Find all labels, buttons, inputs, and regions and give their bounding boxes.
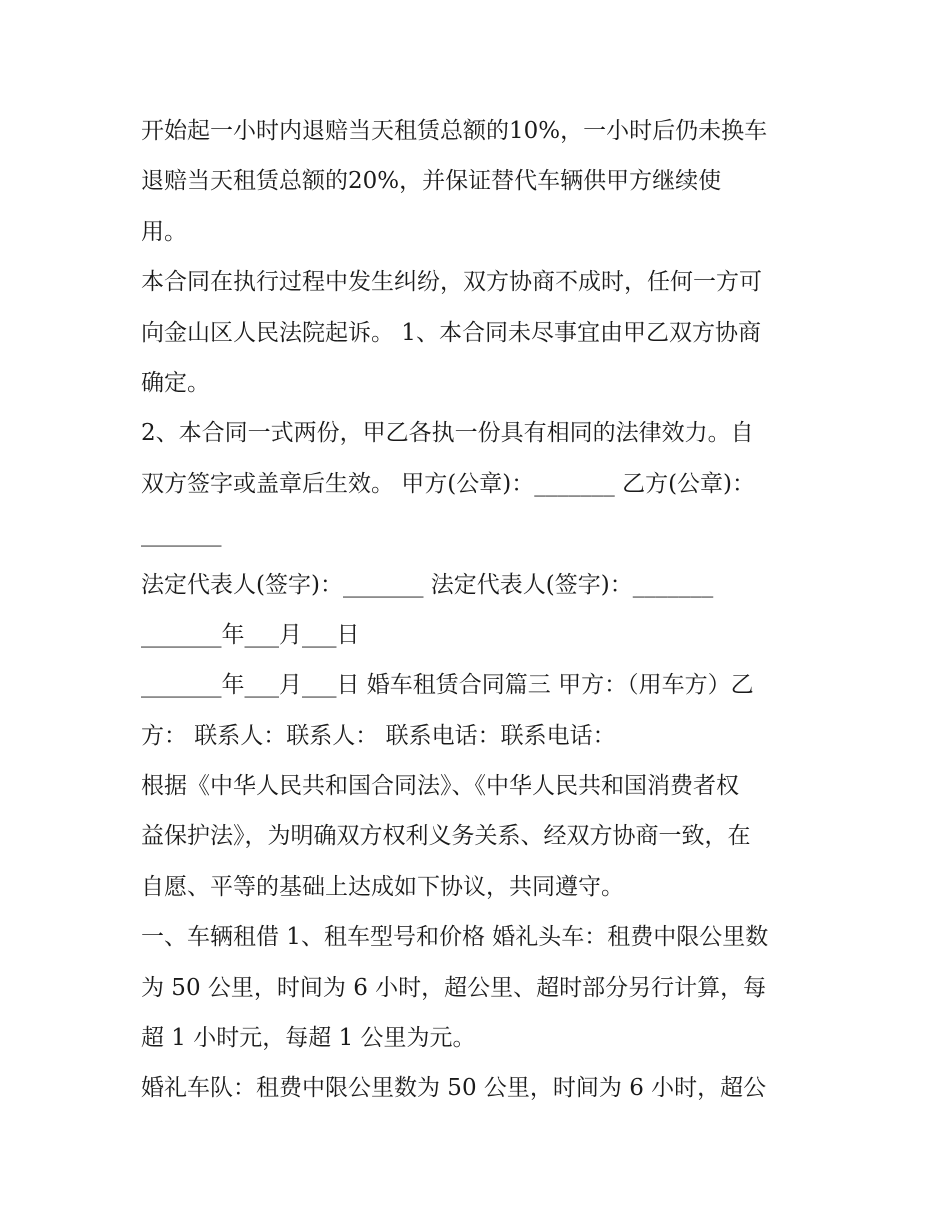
text-line: 婚礼车队：租费中限公里数为 50 公里，时间为 6 小时，超公 [141,1075,767,1102]
text-line: 益保护法》，为明确双方权利义务关系、经双方协商一致，在 [141,823,751,850]
text-line: 自愿、平等的基础上达成如下协议，共同遵守。 [141,873,624,900]
text-line: 超 1 小时元，每超 1 公里为元。 [141,1025,476,1052]
text-line: 本合同在执行过程中发生纠纷，双方协商不成时，任何一方可 [141,269,762,296]
text-line: 一、车辆租借 1、租车型号和价格 婚礼头车：租费中限公里数 [141,924,769,951]
text-line: 2、本合同一式两份，甲乙各执一份具有相同的法律效力。自 [141,420,754,447]
text-line: 方： 联系人：联系人： 联系电话：联系电话： [141,722,616,749]
text-line: 为 50 公里，时间为 6 小时，超公里、超时部分另行计算，每 [141,974,767,1001]
text-line: _______年___月___日 婚车租赁合同篇三 甲方：（用车方）乙 [141,672,754,699]
text-line: 双方签字或盖章后生效。 甲方(公章)：_______ 乙方(公章)： [141,470,756,497]
text-line: 根据《中华人民共和国合同法》、《中华人民共和国消费者权 [141,773,739,800]
text-line: _______年___月___日 [141,621,360,648]
text-line: 开始起一小时内退赔当天租赁总额的10%，一小时后仍未换车 [141,118,768,144]
contract-text [141,106,831,1114]
text-line: 退赔当天租赁总额的20%，并保证替代车辆供甲方继续使 [141,168,722,195]
text-line: _______ [141,521,222,548]
text-line: 向金山区人民法院起诉。 1、本合同未尽事宜由甲乙双方协商 [141,319,761,346]
text-line: 用。 [141,218,187,245]
text-line: 法定代表人(签字)：_______ 法定代表人(签字)：_______ [141,571,714,598]
text-line: 确定。 [141,369,210,396]
